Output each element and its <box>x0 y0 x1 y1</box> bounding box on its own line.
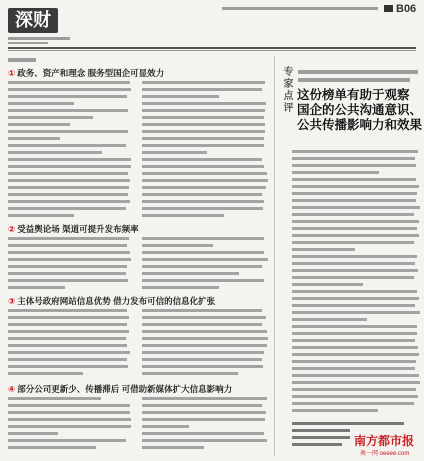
header-marker <box>384 5 393 12</box>
illegible-text-line <box>142 272 239 275</box>
section-heading-text: 政务、资产和理念 服务型国企可显效力 <box>17 68 165 78</box>
illegible-text-line <box>292 171 379 174</box>
illegible-text-line <box>8 337 126 340</box>
illegible-text-line <box>142 411 266 414</box>
illegible-text-line <box>8 193 128 196</box>
credits-text <box>292 436 350 439</box>
illegible-text-line <box>142 330 267 333</box>
illegible-text-line <box>142 165 264 168</box>
illegible-text-line <box>292 388 416 391</box>
illegible-text-line <box>142 351 264 354</box>
page-number: B06 <box>396 3 417 15</box>
illegible-text-line <box>292 325 417 328</box>
illegible-text-line <box>8 323 127 326</box>
section-subtitle-text <box>8 37 70 40</box>
illegible-text-line <box>8 172 128 175</box>
illegible-text-line <box>142 158 262 161</box>
illegible-text-line <box>292 164 416 167</box>
illegible-text-line <box>8 258 131 261</box>
illegible-text-line <box>8 432 58 435</box>
illegible-text-line <box>292 367 415 370</box>
illegible-text-line <box>292 150 418 153</box>
illegible-text-line <box>8 144 126 147</box>
illegible-text-line <box>8 237 129 240</box>
article-body-column <box>8 81 132 221</box>
illegible-text-line <box>292 304 415 307</box>
illegible-text-line <box>292 234 419 237</box>
illegible-text-line <box>292 318 367 321</box>
illegible-text-line <box>142 179 268 182</box>
illegible-text-line <box>142 397 267 400</box>
illegible-text-line <box>292 339 415 342</box>
illegible-text-line <box>8 358 127 361</box>
illegible-text-line <box>142 244 213 247</box>
section-heading-4 <box>8 384 270 394</box>
illegible-text-line <box>292 192 417 195</box>
feature-headline <box>297 88 423 133</box>
illegible-text-line <box>142 251 264 254</box>
illegible-text-line <box>142 425 189 428</box>
illegible-text-line <box>142 439 267 442</box>
illegible-text-line <box>142 309 262 312</box>
website-logo: 奥一网 oeeee.com <box>360 451 410 457</box>
illegible-text-line <box>8 344 127 347</box>
illegible-text-line <box>8 330 129 333</box>
section-title: 深财 <box>8 8 58 33</box>
illegible-text-line <box>8 116 93 119</box>
section-heading-text: 部分公司更新少、传播滞后 可借助新媒体扩大信息影响力 <box>17 384 233 394</box>
illegible-text-line <box>292 220 419 223</box>
illegible-text-line <box>142 446 204 449</box>
illegible-text-line <box>142 214 224 217</box>
section-number: ② <box>8 224 16 234</box>
illegible-text-line <box>142 151 207 154</box>
header-rule <box>8 50 416 51</box>
illegible-text-line <box>292 157 415 160</box>
illegible-text-line <box>8 207 126 210</box>
illegible-text-line <box>8 158 131 161</box>
illegible-text-line <box>142 404 262 407</box>
feature-body <box>292 150 420 416</box>
illegible-text-line <box>142 186 266 189</box>
illegible-text-line <box>8 179 130 182</box>
illegible-text-line <box>142 316 266 319</box>
illegible-text-line <box>292 178 416 181</box>
header-dateline-text <box>222 7 378 10</box>
illegible-text-line <box>8 244 127 247</box>
illegible-text-line <box>142 144 264 147</box>
article-body-column <box>8 309 132 379</box>
illegible-text-line <box>292 227 417 230</box>
credits-text <box>292 429 350 432</box>
illegible-text-line <box>142 102 266 105</box>
illegible-text-line <box>142 109 265 112</box>
illegible-text-line <box>142 130 265 133</box>
column-tag-text <box>8 58 36 62</box>
illegible-text-line <box>8 130 128 133</box>
illegible-text-line <box>142 137 264 140</box>
illegible-text-line <box>8 151 102 154</box>
article-body-column <box>8 397 132 453</box>
illegible-text-line <box>8 214 74 217</box>
column-label: 专家点评 <box>281 66 292 114</box>
illegible-text-line <box>8 95 127 98</box>
illegible-text-line <box>292 248 355 251</box>
section-heading-1 <box>8 68 270 78</box>
headline-line: 国企的公共沟通意识、 <box>297 103 423 117</box>
illegible-text-line <box>292 185 419 188</box>
illegible-text-line <box>8 272 126 275</box>
illegible-text-line <box>8 123 70 126</box>
illegible-text-line <box>142 432 264 435</box>
illegible-text-line <box>142 237 264 240</box>
article-body-column <box>142 309 268 379</box>
illegible-text-line <box>8 186 129 189</box>
illegible-text-line <box>292 290 417 293</box>
illegible-text-line <box>8 425 131 428</box>
illegible-text-line <box>142 279 264 282</box>
illegible-text-line <box>142 81 265 84</box>
illegible-text-line <box>8 109 128 112</box>
section-number: ③ <box>8 296 16 306</box>
headline-line: 这份榜单有助于观察 <box>297 88 410 102</box>
illegible-text-line <box>292 346 418 349</box>
section-heading-text: 受益舆论场 渠道可提升发布频率 <box>17 224 139 234</box>
article-body-column <box>142 81 268 221</box>
illegible-text-line <box>8 397 101 400</box>
illegible-text-line <box>292 199 416 202</box>
section-subtitle-text <box>8 42 48 44</box>
illegible-text-line <box>142 344 267 347</box>
illegible-text-line <box>292 395 418 398</box>
illegible-text-line <box>8 446 96 449</box>
illegible-text-line <box>8 88 131 91</box>
illegible-text-line <box>8 200 130 203</box>
section-number: ① <box>8 68 16 78</box>
illegible-text-line <box>8 418 131 421</box>
illegible-text-line <box>292 297 419 300</box>
illegible-text-line <box>8 102 74 105</box>
illegible-text-line <box>142 207 263 210</box>
illegible-text-line <box>142 337 268 340</box>
illegible-text-line <box>292 283 363 286</box>
illegible-text-line <box>142 258 268 261</box>
illegible-text-line <box>142 88 262 91</box>
illegible-text-line <box>8 411 130 414</box>
illegible-text-line <box>142 200 264 203</box>
illegible-text-line <box>142 265 262 268</box>
illegible-text-line <box>8 165 131 168</box>
illegible-text-line <box>8 265 127 268</box>
illegible-text-line <box>292 402 414 405</box>
headline-line: 公共传播影响力和效果 <box>297 118 423 132</box>
illegible-text-line <box>8 404 130 407</box>
illegible-text-line <box>142 172 267 175</box>
newspaper-logo: 南方都市报 <box>354 434 415 448</box>
section-number: ④ <box>8 384 16 394</box>
section-heading-3 <box>8 296 270 306</box>
illegible-text-line <box>142 123 265 126</box>
illegible-text-line <box>8 365 128 368</box>
credits-text <box>292 422 404 425</box>
feature-kicker-text <box>298 70 418 74</box>
illegible-text-line <box>8 309 127 312</box>
article-body-column <box>142 237 268 293</box>
illegible-text-line <box>292 255 417 258</box>
header-rule <box>8 47 416 49</box>
illegible-text-line <box>292 206 420 209</box>
illegible-text-line <box>292 269 418 272</box>
illegible-text-line <box>8 439 126 442</box>
illegible-text-line <box>142 323 262 326</box>
illegible-text-line <box>292 360 416 363</box>
illegible-text-line <box>8 137 60 140</box>
illegible-text-line <box>142 116 264 119</box>
illegible-text-line <box>292 332 417 335</box>
illegible-text-line <box>8 372 83 375</box>
illegible-text-line <box>142 365 263 368</box>
illegible-text-line <box>142 418 265 421</box>
illegible-text-line <box>292 374 419 377</box>
illegible-text-line <box>292 381 420 384</box>
section-heading-text: 主体号政府网站信息优势 借力发布可信的信息化扩张 <box>17 296 216 306</box>
illegible-text-line <box>8 286 65 289</box>
illegible-text-line <box>292 409 378 412</box>
feature-kicker-text <box>298 78 410 82</box>
illegible-text-line <box>142 193 262 196</box>
illegible-text-line <box>292 311 420 314</box>
section-heading-2 <box>8 224 270 234</box>
article-body-column <box>142 397 268 453</box>
credits-text <box>292 443 342 446</box>
illegible-text-line <box>292 353 419 356</box>
illegible-text-line <box>8 251 130 254</box>
illegible-text-line <box>8 351 130 354</box>
illegible-text-line <box>8 81 130 84</box>
illegible-text-line <box>142 286 219 289</box>
illegible-text-line <box>142 358 262 361</box>
illegible-text-line <box>142 372 238 375</box>
illegible-text-line <box>142 95 219 98</box>
illegible-text-line <box>292 276 414 279</box>
illegible-text-line <box>292 262 415 265</box>
illegible-text-line <box>8 316 129 319</box>
column-divider <box>274 56 275 456</box>
illegible-text-line <box>8 279 128 282</box>
article-body-column <box>8 237 132 293</box>
illegible-text-line <box>292 213 414 216</box>
illegible-text-line <box>292 241 414 244</box>
